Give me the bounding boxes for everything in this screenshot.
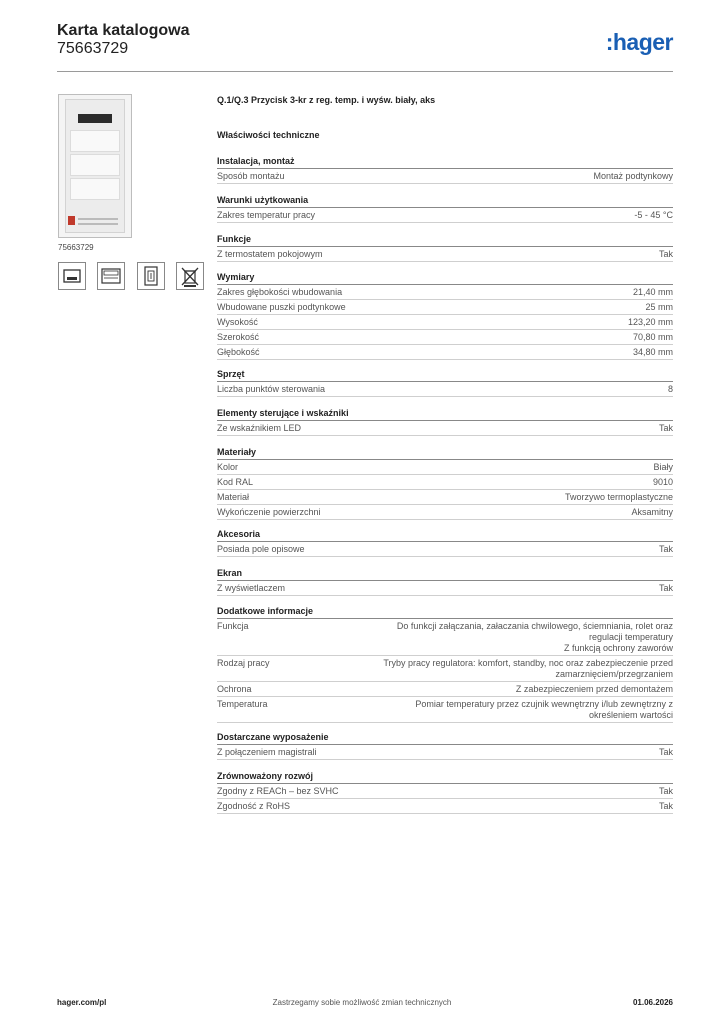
feature-icons: [58, 262, 208, 294]
spec-value: 8: [667, 384, 673, 394]
spec-label: Wbudowane puszki podtynkowe: [217, 302, 346, 312]
spec-label: Funkcja: [217, 621, 249, 631]
spec-row: [217, 784, 673, 799]
group-title: Instalacja, montaż: [217, 154, 673, 169]
product-image: [58, 94, 132, 238]
spec-value: 9010: [652, 477, 673, 487]
document-header: [57, 22, 673, 70]
spec-label: Wysokość: [217, 317, 258, 327]
spec-value: Montaż podtynkowy: [593, 171, 673, 181]
spec-row: [217, 300, 673, 315]
spec-row: [217, 542, 673, 557]
spec-label: Liczba punktów sterowania: [217, 384, 326, 394]
spec-label: Posiada pole opisowe: [217, 544, 305, 554]
group-title: Sprzęt: [217, 367, 673, 382]
spec-label: Materiał: [217, 492, 250, 502]
group-title: Dodatkowe informacje: [217, 604, 673, 619]
spec-row: [217, 247, 673, 262]
group-title: Akcesoria: [217, 527, 673, 542]
image-caption: 75663729: [58, 243, 94, 252]
spec-group-supplied: [217, 730, 673, 760]
footer-disclaimer: Zastrzegamy sobie możliwość zmian technicznych: [272, 998, 452, 1007]
spec-value: Tworzywo termoplastyczne: [564, 492, 673, 502]
device-display: [78, 114, 112, 123]
spec-value: 25 mm: [645, 302, 673, 312]
spec-group-dimensions: [217, 270, 673, 360]
spec-row: [217, 460, 673, 475]
spec-group-materials: [217, 445, 673, 520]
spec-group-sustainability: [217, 769, 673, 814]
group-title: Dostarczane wyposażenie: [217, 730, 673, 745]
spec-value: Tryby pracy regulatora: komfort, standby, noc oraz zabezpieczenie przed zamarznięciem/przegrzaniem: [383, 658, 673, 679]
spec-row: [217, 799, 673, 814]
group-title: Elementy sterujące i wskaźniki: [217, 406, 673, 421]
spec-row: [217, 345, 673, 360]
spec-label: Ochrona: [217, 684, 252, 694]
spec-label: Kod RAL: [217, 477, 254, 487]
spec-label: Zgodność z RoHS: [217, 801, 291, 811]
spec-row: [217, 581, 673, 596]
group-title: Ekran: [217, 566, 673, 581]
spec-value: 34,80 mm: [632, 347, 673, 357]
spec-value: Z zabezpieczeniem przed demontażem: [515, 684, 673, 694]
weee-icon: [176, 262, 204, 290]
spec-label: Z termostatem pokojowym: [217, 249, 323, 259]
spec-label: Z połączeniem magistrali: [217, 747, 317, 757]
spec-value: 70,80 mm: [632, 332, 673, 342]
spec-value: -5 - 45 °C: [634, 210, 673, 220]
footer-website[interactable]: hager.com/pl: [57, 998, 107, 1007]
spec-label: Zakres temperatur pracy: [217, 210, 316, 220]
spec-row: [217, 285, 673, 300]
device-illustration: [65, 99, 125, 233]
spec-label: Sposób montażu: [217, 171, 285, 181]
spec-label: Wykończenie powierzchni: [217, 507, 321, 517]
spec-value: Tak: [658, 786, 673, 796]
spec-value: Biały: [653, 462, 673, 472]
spec-label: Zakres głębokości wbudowania: [217, 287, 343, 297]
spec-value: Tak: [658, 423, 673, 433]
spec-label: Głębokość: [217, 347, 260, 357]
spec-row: [217, 475, 673, 490]
group-title: Zrównoważony rozwój: [217, 769, 673, 784]
spec-label: Kolor: [217, 462, 239, 472]
spec-group-conditions: [217, 193, 673, 223]
spec-value: 123,20 mm: [627, 317, 673, 327]
spec-value: Pomiar temperatury przez czujnik wewnętrzny i/lub zewnętrzny z określeniem wartości: [415, 699, 673, 720]
connection-icon: [137, 262, 165, 290]
spec-row: [217, 682, 673, 697]
catalog-number: 75663729: [57, 40, 129, 57]
spec-label: Szerokość: [217, 332, 260, 342]
spec-row: [217, 315, 673, 330]
document-title: Karta katalogowa: [57, 22, 190, 39]
spec-value: Tak: [658, 747, 673, 757]
spec-value: 21,40 mm: [632, 287, 673, 297]
spec-value: Tak: [658, 249, 673, 259]
spec-label: Ze wskaźnikiem LED: [217, 423, 302, 433]
section-heading: Właściwości techniczne: [217, 130, 320, 140]
spec-value: Do funkcji załączania, załaczania chwilowego, ściemniania, rolet oraz regulacji temperatury Z funkcją ochrony zaworów: [396, 621, 673, 653]
spec-value: Tak: [658, 801, 673, 811]
footer-date: 01.06.2026: [632, 998, 673, 1007]
spec-row: [217, 208, 673, 223]
spec-row: [217, 330, 673, 345]
group-title: Warunki użytkowania: [217, 193, 673, 208]
spec-row: [217, 382, 673, 397]
device-button: [70, 178, 120, 200]
spec-label: Zgodny z REACh – bez SVHC: [217, 786, 339, 796]
spec-group-accessories: [217, 527, 673, 557]
mounting-icon: [58, 262, 86, 290]
spec-row: [217, 656, 673, 682]
device-button: [70, 154, 120, 176]
spec-row: [217, 745, 673, 760]
spec-group-additional: [217, 604, 673, 723]
spec-label: Temperatura: [217, 699, 268, 709]
display-icon: [97, 262, 125, 290]
device-led: [68, 216, 75, 225]
spec-row: [217, 169, 673, 184]
spec-row: [217, 490, 673, 505]
spec-label: Rodzaj pracy: [217, 658, 270, 668]
spec-value: Aksamitny: [631, 507, 673, 517]
spec-group-controls: [217, 406, 673, 436]
spec-group-screen: [217, 566, 673, 596]
device-button: [70, 130, 120, 152]
header-divider: [57, 71, 673, 72]
device-strip: [78, 223, 118, 225]
spec-label: Z wyświetlaczem: [217, 583, 286, 593]
product-name: Q.1/Q.3 Przycisk 3-kr z reg. temp. i wyśw. biały, aks: [217, 95, 436, 105]
device-strip: [78, 218, 118, 220]
spec-row: [217, 421, 673, 436]
group-title: Materiały: [217, 445, 673, 460]
group-title: Funkcje: [217, 232, 673, 247]
hager-logo: :hager: [605, 29, 673, 55]
spec-row: [217, 619, 673, 656]
spec-group-hardware: [217, 367, 673, 397]
spec-group-installation: [217, 154, 673, 184]
group-title: Wymiary: [217, 270, 673, 285]
spec-row: [217, 505, 673, 520]
spec-group-functions: [217, 232, 673, 262]
spec-value: Tak: [658, 583, 673, 593]
spec-value: Tak: [658, 544, 673, 554]
spec-row: [217, 697, 673, 723]
